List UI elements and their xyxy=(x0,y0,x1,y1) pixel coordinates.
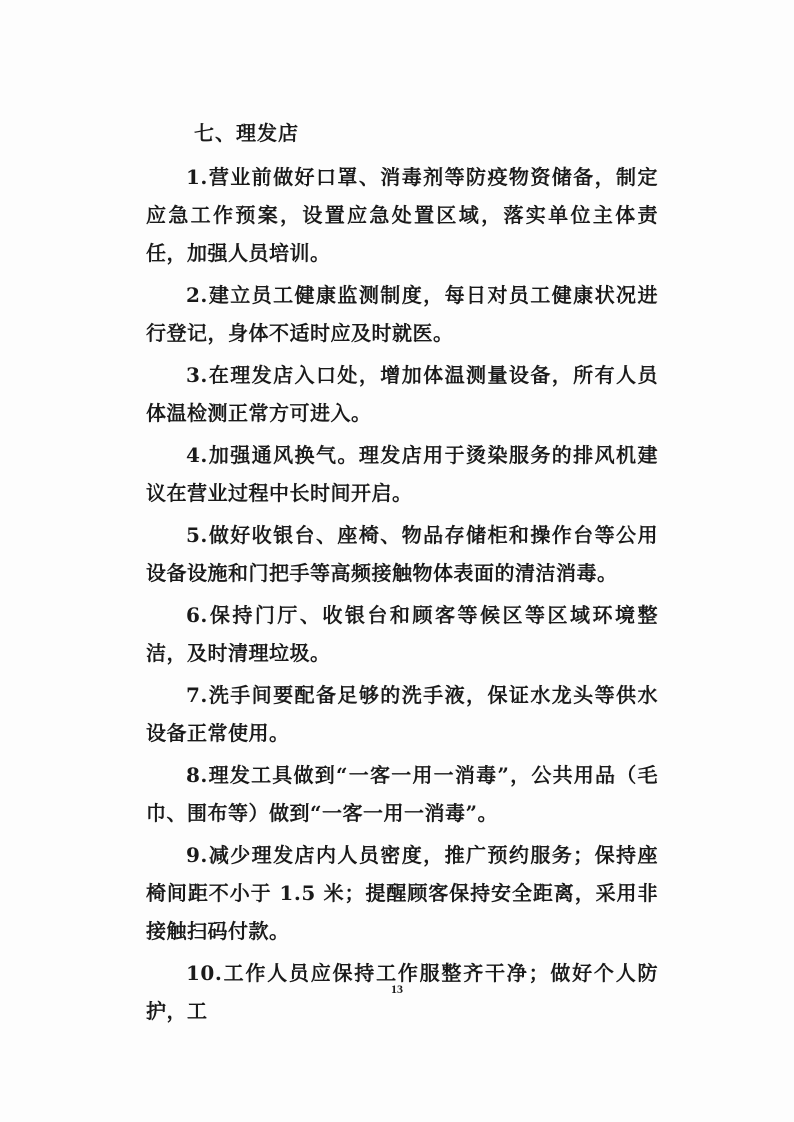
paragraph-4: 4.加强通风换气。理发店用于烫染服务的排风机建议在营业过程中长时间开启。 xyxy=(146,443,658,505)
paragraph-10: 10.工作人员应保持工作服整齐干净；做好个人防护，工 xyxy=(146,961,658,1023)
paragraph-9: 9.减少理发店内人员密度，推广预约服务；保持座椅间距不小于 1.5 米；提醒顾客保持安全距离，采用非接触扫码付款。 xyxy=(146,843,658,943)
page-number: 13 xyxy=(391,982,403,996)
paragraph-2: 2.建立员工健康监测制度，每日对员工健康状况进行登记，身体不适时应及时就医。 xyxy=(146,283,658,345)
paragraph-6: 6.保持门厅、收银台和顾客等候区等区域环境整洁，及时清理垃圾。 xyxy=(146,603,658,665)
paragraph-1: 1.营业前做好口罩、消毒剂等防疫物资储备，制定应急工作预案，设置应急处置区域，落实单位主体责任，加强人员培训。 xyxy=(146,165,658,265)
paragraph-3: 3.在理发店入口处，增加体温测量设备，所有人员体温检测正常方可进入。 xyxy=(146,363,658,425)
paragraph-5: 5.做好收银台、座椅、物品存储柜和操作台等公用设备设施和门把手等高频接触物体表面的清洁消毒。 xyxy=(146,523,658,585)
paragraph-8: 8.理发工具做到“一客一用一消毒”，公共用品（毛巾、围布等）做到“一客一用一消毒”。 xyxy=(146,763,658,825)
section-heading: 七、理发店 xyxy=(194,121,299,145)
paragraph-7: 7.洗手间要配备足够的洗手液，保证水龙头等供水设备正常使用。 xyxy=(146,683,658,745)
document-body xyxy=(146,116,658,1034)
